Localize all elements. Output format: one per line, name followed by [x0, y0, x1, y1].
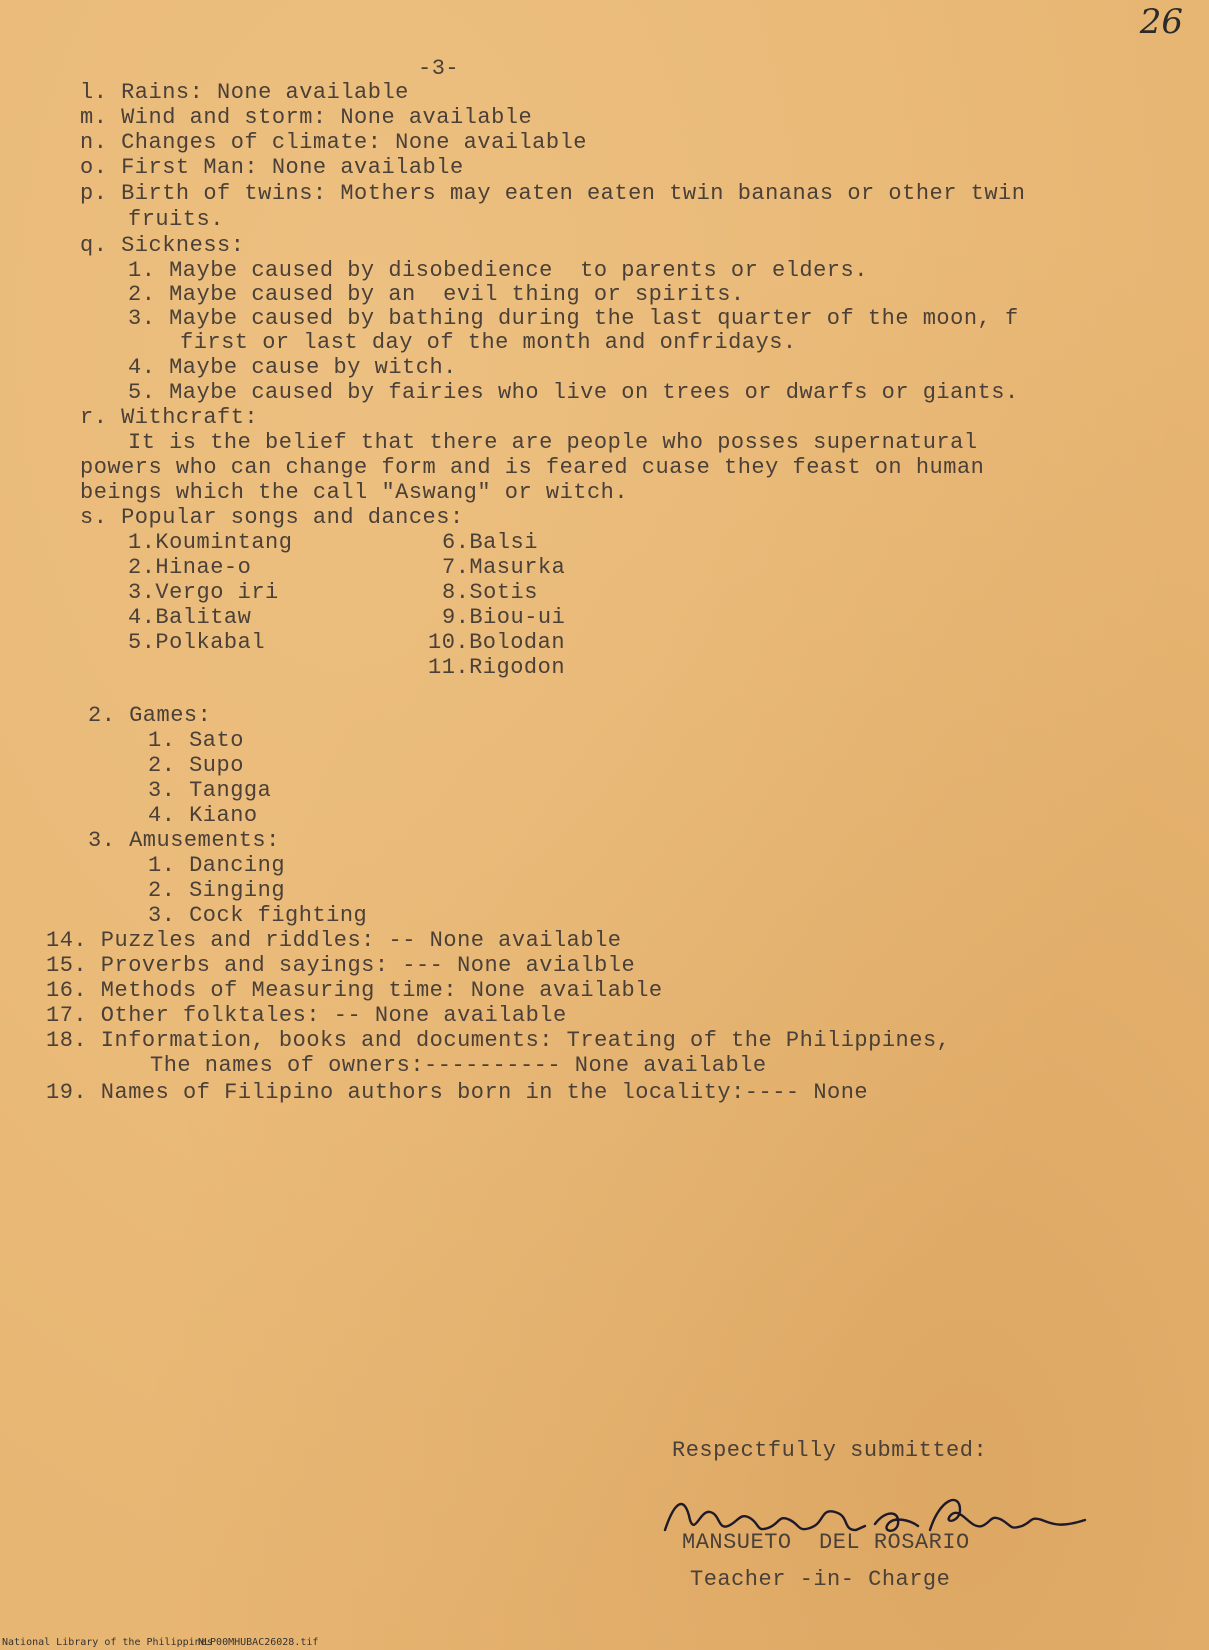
game-item: 2. Supo [148, 753, 244, 778]
song-right: 7.Masurka [442, 555, 566, 580]
signatory-name: MANSUETO DEL ROSARIO [682, 1530, 970, 1555]
witchcraft-line-1: It is the belief that there are people who posses supernatural [128, 430, 978, 455]
game-item: 4. Kiano [148, 803, 258, 828]
sickness-4: 4. Maybe cause by witch. [128, 355, 457, 380]
item-19-authors: 19. Names of Filipino authors born in the locality:---- None [46, 1080, 869, 1105]
item-n-climate: n. Changes of climate: None available [80, 130, 587, 155]
song-right: 8.Sotis [442, 580, 538, 605]
footer-library: National Library of the Philippines [2, 1637, 213, 1648]
item-16-measuring-time: 16. Methods of Measuring time: None available [46, 978, 663, 1003]
song-right: 6.Balsi [442, 530, 538, 555]
song-left: 1.Koumintang [128, 530, 293, 555]
sickness-1: 1. Maybe caused by disobedience to parents or elders. [128, 258, 868, 283]
item-15-proverbs: 15. Proverbs and sayings: --- None avialble [46, 953, 636, 978]
signatory-title: Teacher -in- Charge [690, 1567, 951, 1592]
amusements-heading: 3. Amusements: [88, 828, 280, 853]
item-p-twins: p. Birth of twins: Mothers may eaten eaten twin bananas or other twin [80, 181, 1026, 206]
witchcraft-line-3: beings which the call "Aswang" or witch. [80, 480, 629, 505]
song-left: 4.Balitaw [128, 605, 252, 630]
item-r-witchcraft: r. Withcraft: [80, 405, 259, 430]
item-14-puzzles: 14. Puzzles and riddles: -- None available [46, 928, 622, 953]
game-item: 1. Sato [148, 728, 244, 753]
witchcraft-line-2: powers who can change form and is feared cuase they feast on human [80, 455, 985, 480]
item-m-wind: m. Wind and storm: None available [80, 105, 533, 130]
game-item: 3. Tangga [148, 778, 272, 803]
games-heading: 2. Games: [88, 703, 212, 728]
item-18-owners: The names of owners:---------- None available [150, 1053, 767, 1078]
item-o-first-man: o. First Man: None available [80, 155, 464, 180]
sickness-3-cont: first or last day of the month and onfridays. [180, 330, 797, 355]
handwritten-page-number: 26 [1139, 2, 1183, 42]
item-s-songs: s. Popular songs and dances: [80, 505, 464, 530]
item-17-folktales: 17. Other folktales: -- None available [46, 1003, 567, 1028]
sickness-3: 3. Maybe caused by bathing during the last quarter of the moon, f [128, 306, 1019, 331]
item-q-sickness: q. Sickness: [80, 233, 245, 258]
respectfully-submitted: Respectfully submitted: [672, 1438, 988, 1463]
item-p-twins-cont: fruits. [128, 207, 224, 232]
song-left: 5.Polkabal [128, 630, 266, 655]
amusement-item: 1. Dancing [148, 853, 286, 878]
song-right: 11.Rigodon [428, 655, 566, 680]
amusement-item: 2. Singing [148, 878, 286, 903]
song-right: 9.Biou-ui [442, 605, 566, 630]
song-right: 10.Bolodan [428, 630, 566, 655]
song-left: 3.Vergo iri [128, 580, 279, 605]
amusement-item: 3. Cock fighting [148, 903, 368, 928]
footer-file: NLP00MHUBAC26028.tif [198, 1637, 319, 1648]
page-header: -3- [418, 56, 460, 81]
sickness-5: 5. Maybe caused by fairies who live on trees or dwarfs or giants. [128, 380, 1019, 405]
sickness-2: 2. Maybe caused by an evil thing or spirits. [128, 282, 745, 307]
item-18-information: 18. Information, books and documents: Treating of the Philippines, [46, 1028, 951, 1053]
item-l-rains: l. Rains: None available [80, 80, 409, 105]
song-left: 2.Hinae-o [128, 555, 252, 580]
